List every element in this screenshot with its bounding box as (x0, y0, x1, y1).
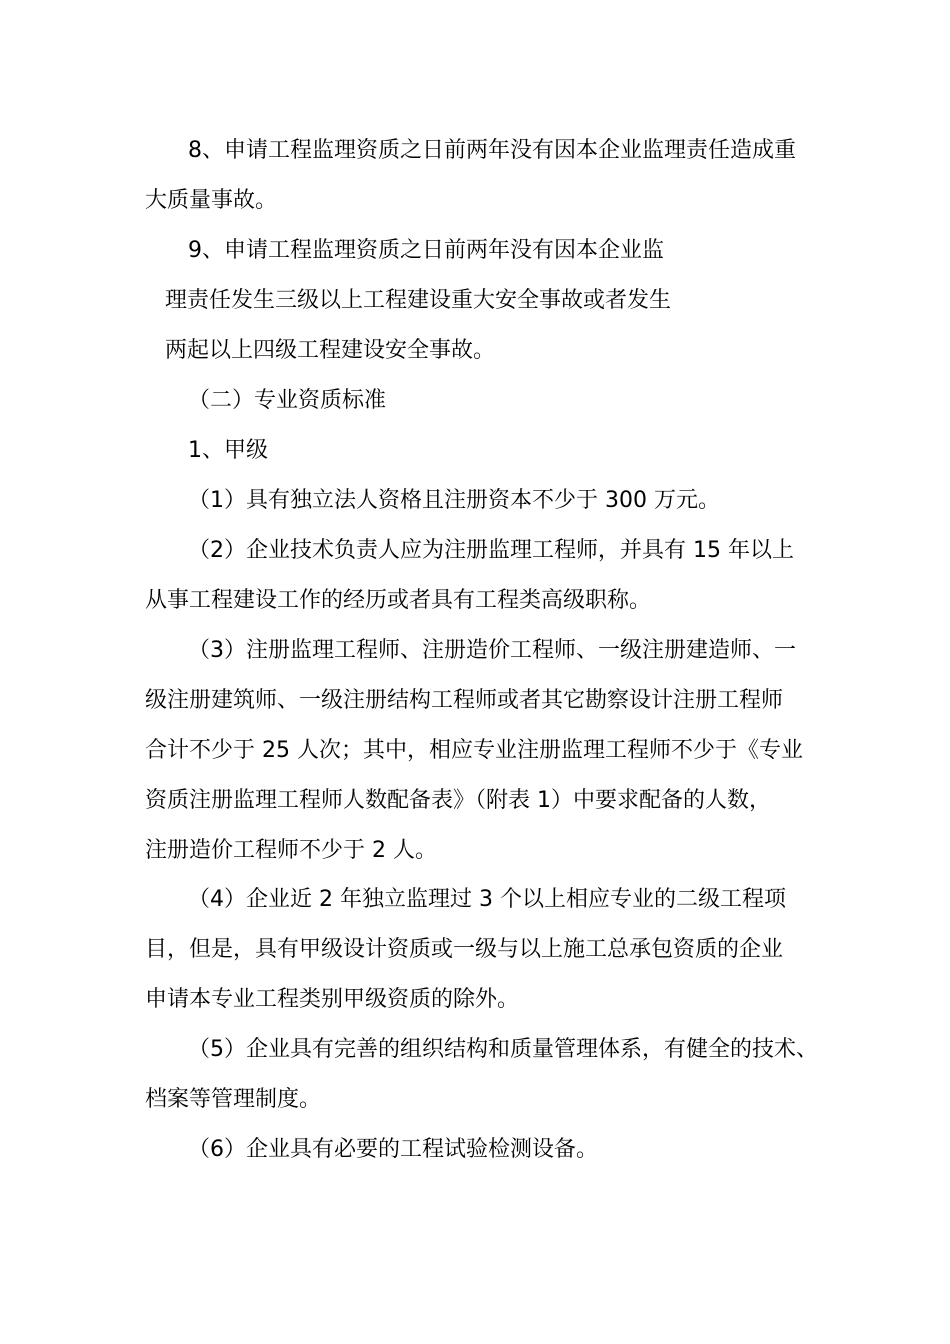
paragraph-line: 申请本专业工程类别甲级资质的除外。 (145, 987, 520, 1012)
subsection-heading: 1、甲级 (188, 438, 268, 463)
paragraph-line: 级注册建筑师、一级注册结构工程师或者其它勘察设计注册工程师 (145, 688, 784, 713)
paragraph-line: （1）具有独立法人资格且注册资本不少于 300 万元。 (188, 488, 720, 513)
paragraph-line: （3）注册监理工程师、注册造价工程师、一级注册建造师、一 (188, 638, 796, 663)
paragraph-line: 档案等管理制度。 (145, 1087, 322, 1112)
paragraph-line: 9、申请工程监理资质之日前两年没有因本企业监 (188, 238, 664, 263)
paragraph-line: （2）企业技术负责人应为注册监理工程师，并具有 15 年以上 (188, 538, 794, 563)
paragraph-line: 大质量事故。 (145, 188, 278, 213)
paragraph-line: （6）企业具有必要的工程试验检测设备。 (188, 1137, 598, 1162)
paragraph-line: 从事工程建设工作的经历或者具有工程类高级职称。 (145, 588, 652, 613)
paragraph-line: 8、申请工程监理资质之日前两年没有因本企业监理责任造成重 (188, 138, 796, 163)
paragraph-line: （4）企业近 2 年独立监理过 3 个以上相应专业的二级工程项 (188, 887, 786, 912)
section-heading: （二）专业资质标准 (188, 388, 387, 413)
paragraph-line: 资质注册监理工程师人数配备表》（附表 1）中要求配备的人数， (145, 788, 771, 813)
paragraph-line: 注册造价工程师不少于 2 人。 (145, 838, 437, 863)
paragraph-line: 目，但是，具有甲级设计资质或一级与以上施工总承包资质的企业 (145, 937, 784, 962)
paragraph-line: （5）企业具有完善的组织结构和质量管理体系，有健全的技术、 (188, 1037, 818, 1062)
paragraph-line: 两起以上四级工程建设安全事故。 (165, 338, 496, 363)
paragraph-line: 理责任发生三级以上工程建设重大安全事故或者发生 (165, 288, 672, 313)
paragraph-line: 合计不少于 25 人次；其中，相应专业注册监理工程师不少于《专业 (145, 738, 803, 763)
